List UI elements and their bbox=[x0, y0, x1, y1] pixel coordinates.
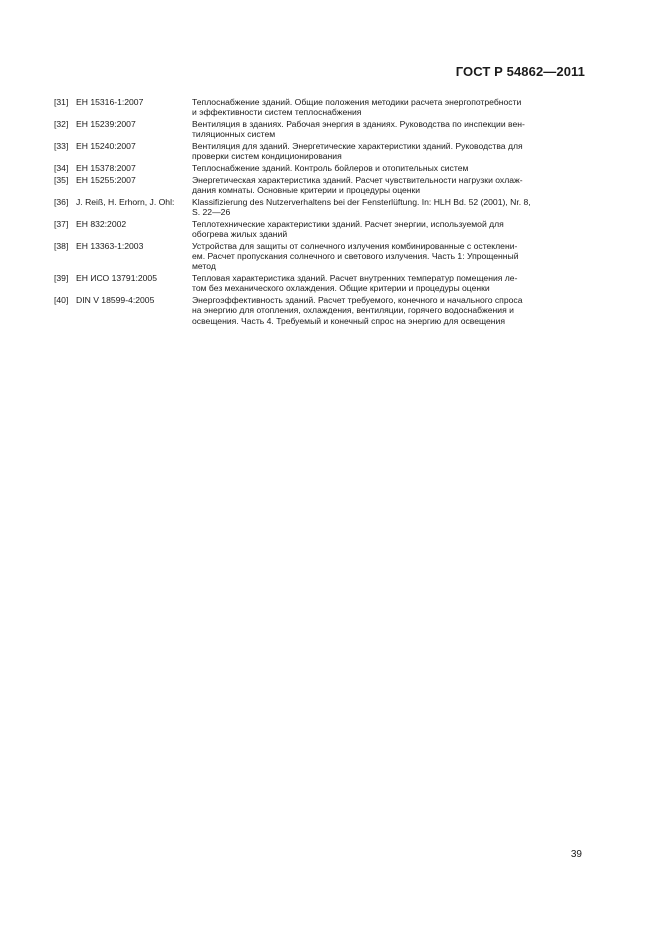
reference-entry bbox=[54, 97, 586, 118]
reference-entry bbox=[54, 163, 586, 173]
reference-entry bbox=[54, 273, 586, 294]
reference-list bbox=[54, 97, 586, 327]
reference-title bbox=[192, 141, 586, 162]
reference-title-line: метод bbox=[192, 261, 216, 272]
reference-title-line: и эффективности систем теплоснабжения bbox=[192, 107, 362, 118]
reference-title-line: тиляционных систем bbox=[192, 129, 276, 140]
reference-title-line: том без механического охлаждения. Общие критерии и процедуры оценки bbox=[192, 283, 490, 294]
reference-title bbox=[192, 163, 586, 173]
reference-code: ЕН 15316-1:2007 bbox=[76, 97, 144, 107]
reference-code: ЕН 15255:2007 bbox=[76, 174, 136, 185]
reference-title-line: дания комнаты. Основные критерии и процедуры оценки bbox=[192, 185, 421, 195]
reference-title-line: Устройства для защиты от солнечного излучения комбинированные с остеклени- bbox=[192, 240, 518, 251]
reference-title-line: Klassifizierung des Nutzerverhaltens bei der Fensterlüftung. In: HLH Bd. 52 (2001), Nr. 8, bbox=[192, 196, 531, 207]
reference-title-line: ем. Расчет пропускания солнечного и светового излучения. Часть 1: Упрощенный bbox=[192, 251, 519, 261]
reference-title bbox=[192, 295, 586, 326]
reference-title-line: Вентиляция в зданиях. Рабочая энергия в зданиях. Руководства по инспекции вен- bbox=[192, 119, 525, 129]
reference-code: ЕН 15378:2007 bbox=[76, 163, 136, 173]
reference-number: [39] bbox=[54, 273, 69, 283]
reference-code: DIN V 18599-4:2005 bbox=[76, 295, 155, 305]
reference-entry bbox=[54, 141, 586, 162]
reference-code: ЕН ИСО 13791:2005 bbox=[76, 273, 157, 283]
reference-number: [31] bbox=[54, 97, 69, 107]
reference-number: [35] bbox=[54, 174, 69, 185]
page-number: 39 bbox=[570, 849, 582, 860]
reference-title bbox=[192, 97, 586, 118]
reference-number: [38] bbox=[54, 240, 69, 251]
reference-number: [32] bbox=[54, 119, 69, 129]
reference-number: [34] bbox=[54, 163, 69, 173]
reference-entry bbox=[54, 197, 586, 218]
reference-title-line: на энергию для отопления, охлаждения, вентиляции, горячего водоснабжения и bbox=[192, 305, 514, 316]
reference-title bbox=[192, 197, 586, 218]
reference-title bbox=[192, 241, 586, 272]
reference-title-line: Теплотехнические характеристики зданий. Расчет энергии, используемой для bbox=[192, 218, 504, 229]
reference-title-line: освещения. Часть 4. Требуемый и конечный спрос на энергию для освещения bbox=[192, 315, 505, 326]
reference-title-line: Энергетическая характеристика зданий. Расчет чувствительности нагрузки охлаж- bbox=[192, 174, 523, 185]
reference-title-line: обогрева жилых зданий bbox=[192, 229, 288, 239]
document-id: ГОСТ Р 54862—2011 bbox=[455, 64, 585, 79]
reference-title bbox=[192, 273, 586, 294]
reference-entry bbox=[54, 175, 586, 196]
reference-entry bbox=[54, 241, 586, 272]
reference-code: ЕН 15239:2007 bbox=[76, 119, 136, 129]
reference-code: ЕН 832:2002 bbox=[76, 218, 127, 229]
reference-code: J. Reiß, H. Erhorn, J. Ohl: bbox=[76, 196, 175, 207]
reference-title-line: Теплоснабжение зданий. Общие положения методики расчета энергопотребности bbox=[192, 97, 522, 107]
reference-entry bbox=[54, 119, 586, 140]
reference-title-line: Тепловая характеристика зданий. Расчет внутренних температур помещения ле- bbox=[192, 273, 518, 283]
reference-code: ЕН 13363-1:2003 bbox=[76, 240, 144, 251]
reference-entry bbox=[54, 295, 586, 326]
reference-number: [37] bbox=[54, 218, 69, 229]
reference-number: [33] bbox=[54, 141, 69, 151]
reference-title bbox=[192, 175, 586, 196]
reference-title-line: Вентиляция для зданий. Энергетические характеристики зданий. Руководства для bbox=[192, 141, 523, 151]
reference-number: [40] bbox=[54, 295, 69, 305]
reference-entry bbox=[54, 219, 586, 240]
reference-title-line: проверки систем кондиционирования bbox=[192, 151, 342, 162]
reference-number: [36] bbox=[54, 196, 69, 207]
reference-title-line: Энергоэффективность зданий. Расчет требуемого, конечного и начального спроса bbox=[192, 295, 523, 305]
reference-title-line: S. 22—26 bbox=[192, 207, 231, 217]
reference-code: ЕН 15240:2007 bbox=[76, 141, 136, 151]
reference-title bbox=[192, 119, 586, 140]
reference-title-line: Теплоснабжение зданий. Контроль бойлеров и отопительных систем bbox=[192, 163, 469, 173]
reference-title bbox=[192, 219, 586, 240]
